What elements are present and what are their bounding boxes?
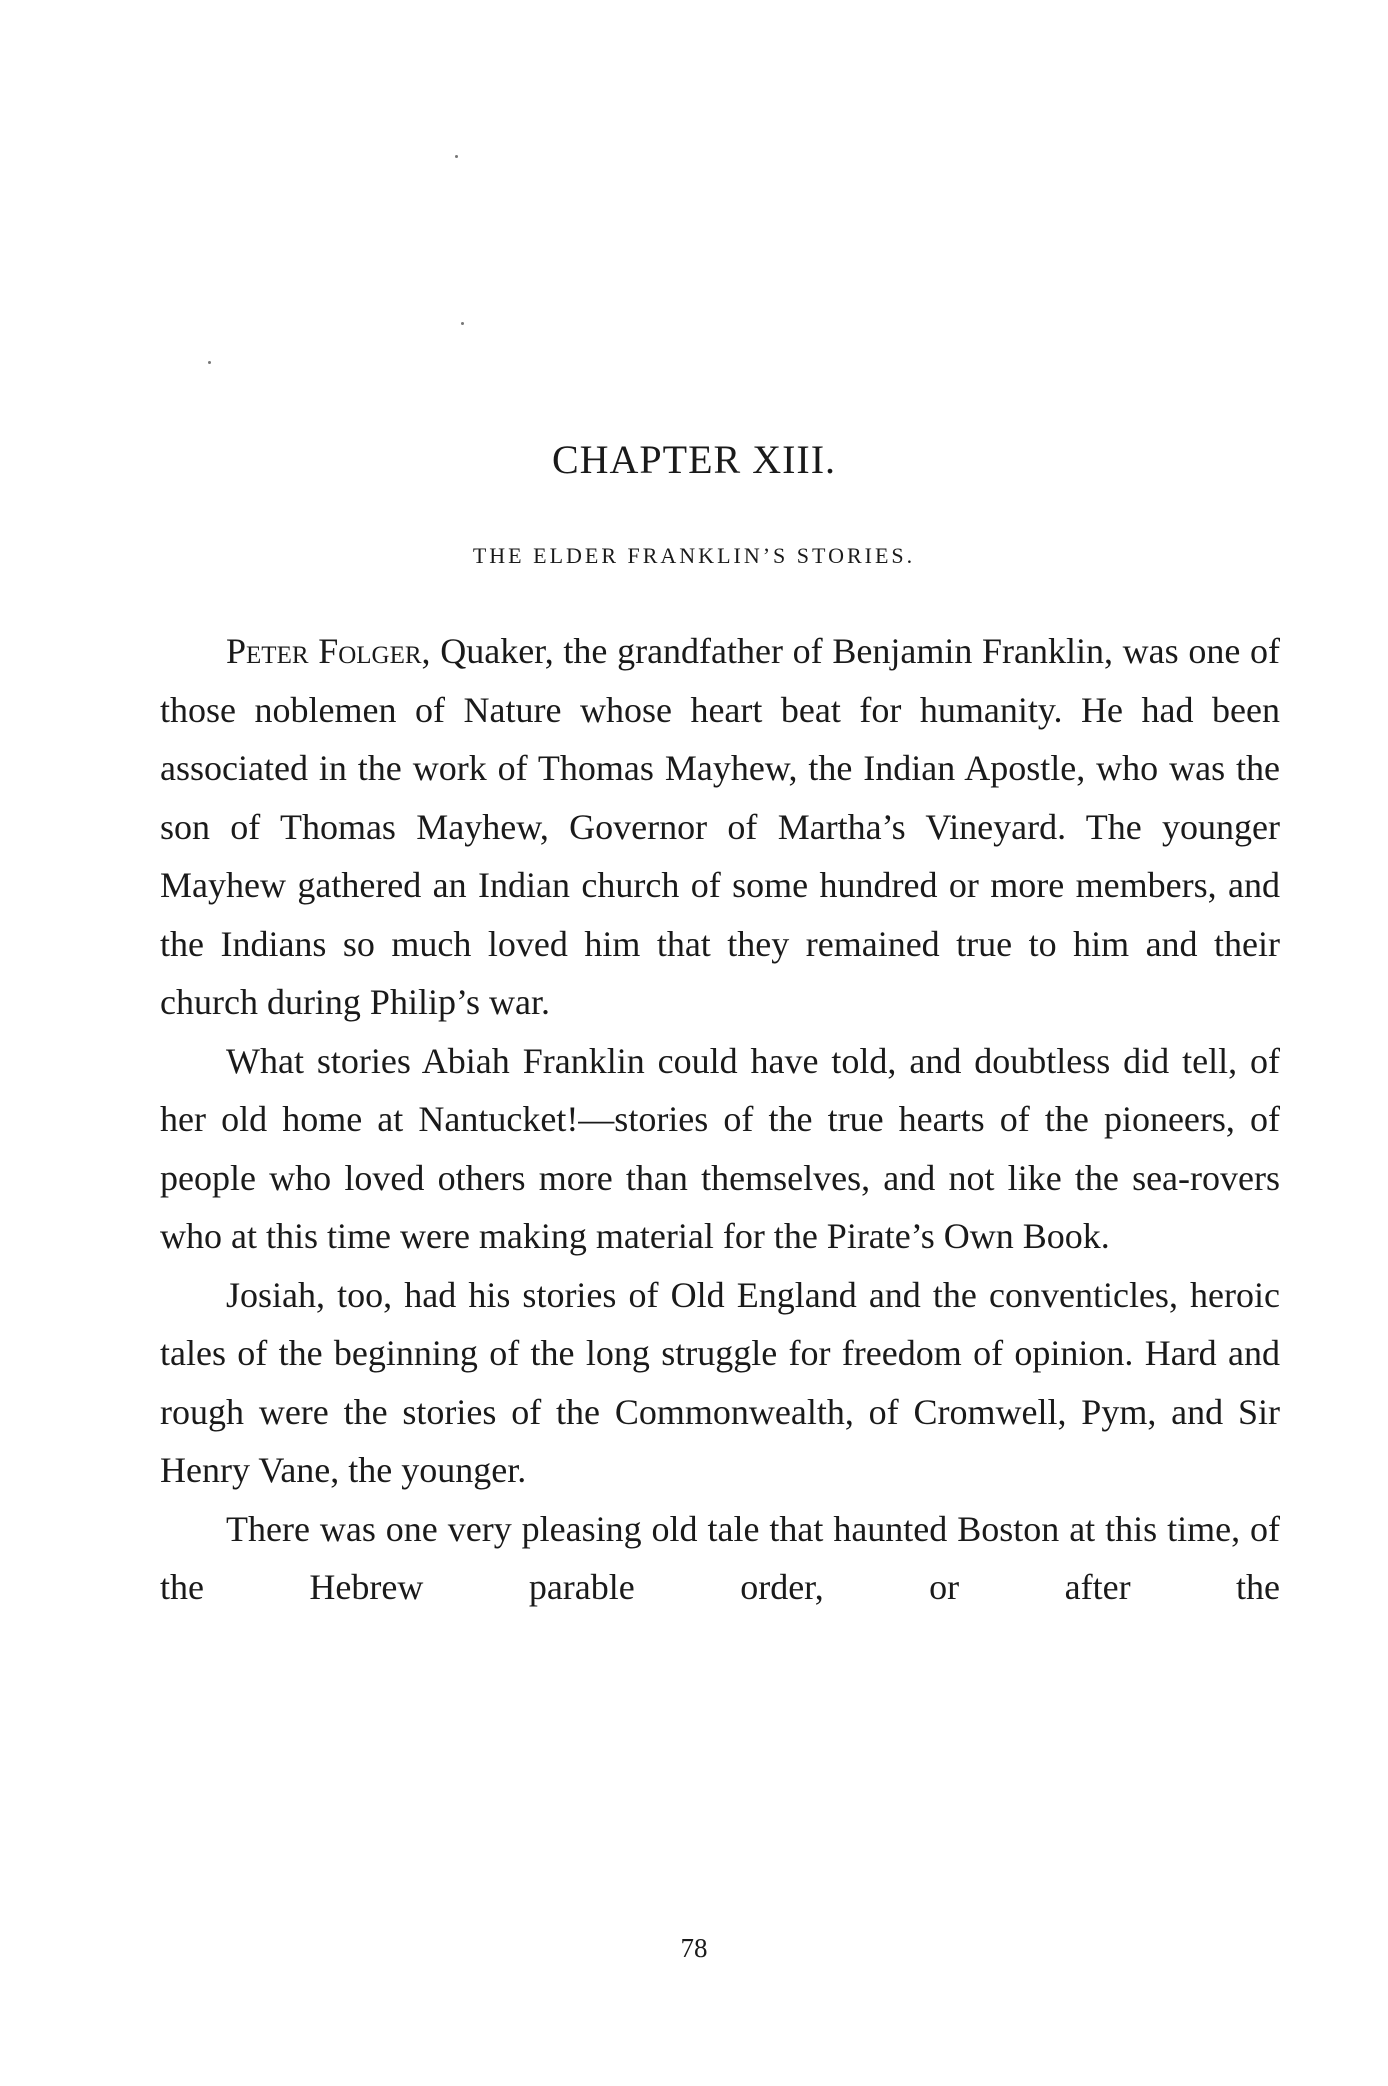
- paragraph-text: What stories Abiah Franklin could have told, and doubtless did tell, of her old home at Nantucket!—stories of the true hearts of the pioneers, of people who loved others more than themselves, and not like the sea-rovers who at this time were making material for the Pirate’s Own Book.: [160, 1040, 1280, 1256]
- paragraph-text: , Quaker, the grandfather of Benjamin Franklin, was one of those noblemen of Nature whose heart beat for humanity. He had been associated in the work of Thomas Mayhew, the Indian Apostle, who was the son of Thomas Mayhew, Governor of Martha’s Vineyard. The younger Mayhew gathered an Indian church of some hundred or more members, and the Indians so much loved him that they remained true to him and their church during Philip’s war.: [160, 631, 1280, 1022]
- body-text: [160, 622, 1280, 1617]
- paragraph-text: Josiah, too, had his stories of Old England and the conventicles, heroic tales of the beginning of the long struggle for freedom of opinion. Hard and rough were the stories of the Commonwealth, of Cromwell, Pym, and Sir Henry Vane, the younger.: [160, 1274, 1280, 1490]
- ink-speck: [455, 155, 458, 158]
- chapter-subtitle: THE ELDER FRANKLIN’S STORIES.: [472, 543, 916, 568]
- ink-speck: [461, 322, 464, 325]
- paragraph-lead-in: Peter Folger: [226, 631, 422, 671]
- ink-speck: [208, 361, 211, 364]
- page-number: 78: [680, 1933, 708, 1963]
- paragraph: [160, 1032, 1280, 1266]
- chapter-heading: CHAPTER XIII.: [551, 437, 837, 482]
- paragraph: [160, 1500, 1280, 1617]
- paragraph: [160, 1266, 1280, 1500]
- paragraph: [160, 622, 1280, 1032]
- paragraph-text: There was one very pleasing old tale that haunted Boston at this time, of the Hebrew parable order, or after the: [160, 1508, 1280, 1607]
